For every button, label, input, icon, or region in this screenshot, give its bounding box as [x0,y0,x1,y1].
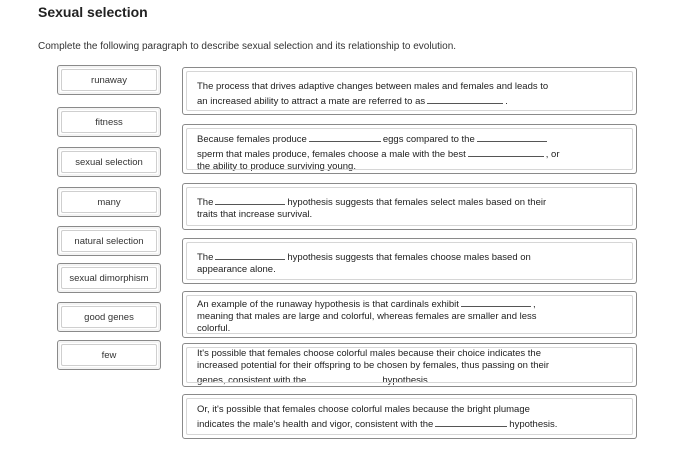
drop-blank-1[interactable] [427,93,503,104]
drop-blank-6[interactable] [215,249,285,260]
sentence-4-text-b: hypothesis suggests that females choose males based on [287,252,531,263]
token-many[interactable]: many [57,187,161,217]
sentence-2-text-a: Because females produce [197,134,307,145]
drop-blank-8[interactable] [308,372,380,383]
drop-blank-5[interactable] [215,194,285,205]
sentence-4-text-a: The [197,252,214,263]
token-fitness[interactable]: fitness [57,107,161,137]
sentence-1-text-b: an increased ability to attract a mate are referred to as [197,96,426,107]
token-good-genes[interactable]: good genes [57,302,161,332]
sentence-2-text-d: , or [545,149,560,160]
sentence-2-text-c: sperm that males produce, females choose a male with the best [197,149,466,160]
drop-blank-2[interactable] [309,131,381,142]
sentence-6-text-a: It's possible that females choose colorful males because their choice indicates the [197,348,541,359]
sentence-6-text-c: genes, consistent with the [197,375,307,386]
sentence-1-text-c: . [505,96,508,107]
sentence-2-text-e: the ability to produce surviving young. [197,161,356,172]
sentence-7-text-b: indicates the male's health and vigor, consistent with the [197,419,434,430]
page-title: Sexual selection [38,4,148,20]
sentence-5-text-b: , [532,299,536,310]
drop-blank-3[interactable] [477,131,547,142]
sentence-5-text-d: colorful. [197,323,231,334]
sentence-5-text-a: An example of the runaway hypothesis is that cardinals exhibit [197,299,459,310]
token-sexual-dimorphism[interactable]: sexual dimorphism [57,263,161,293]
token-sexual-selection[interactable]: sexual selection [57,147,161,177]
sentence-1-text-a: The process that drives adaptive changes between males and females and leads to [197,81,549,92]
sentence-3-text-c: traits that increase survival. [197,209,313,220]
sentence-5-text-c: meaning that males are large and colorful, whereas females are smaller and less [197,311,537,322]
token-runaway[interactable]: runaway [57,65,161,95]
sentence-3 [182,183,637,230]
sentence-3-text-b: hypothesis suggests that females select males based on their [287,197,547,208]
sentence-4-text-c: appearance alone. [197,264,276,275]
drop-blank-4[interactable] [468,146,544,157]
sentence-7 [182,394,637,439]
sentence-5 [182,291,637,338]
sentence-7-text-c: hypothesis. [509,419,558,430]
token-natural-selection[interactable]: natural selection [57,226,161,256]
drop-blank-7[interactable] [461,296,531,307]
instructions-text: Complete the following paragraph to describe sexual selection and its relationship to evolution. [38,41,457,52]
sentence-3-text-a: The [197,197,214,208]
sentence-6-text-b: increased potential for their offspring to be chosen by females, thus passing on their [197,360,550,371]
sentence-6-text-d: hypothesis. [382,375,431,386]
token-few[interactable]: few [57,340,161,370]
sentence-7-text-a: Or, it's possible that females choose colorful males because the bright plumage [197,404,530,415]
sentence-2 [182,124,637,174]
drop-blank-9[interactable] [435,416,507,427]
sentence-4 [182,238,637,284]
sentence-2-text-b: eggs compared to the [382,134,475,145]
sentence-6 [182,343,637,387]
sentence-1 [182,67,637,115]
